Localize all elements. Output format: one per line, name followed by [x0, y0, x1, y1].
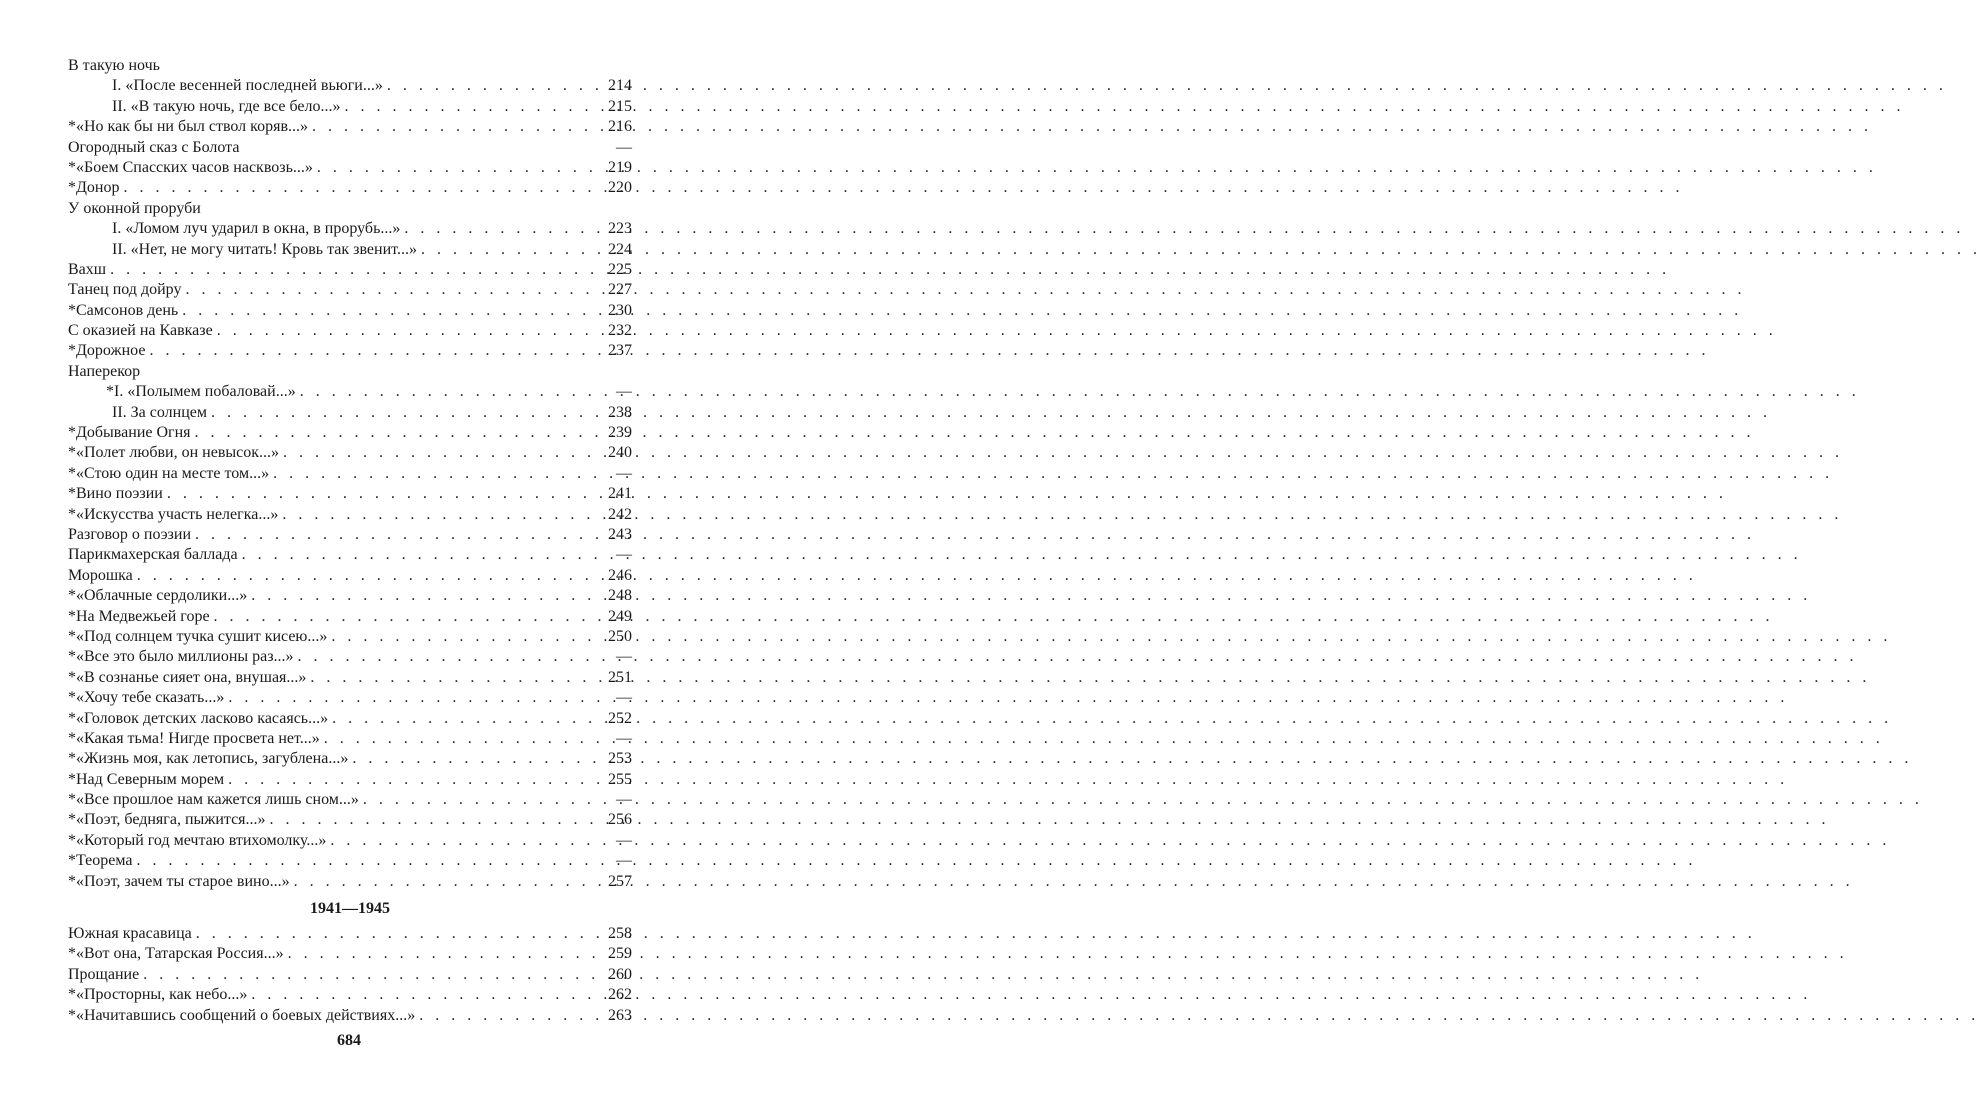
toc-entry [68, 443, 632, 463]
toc-entry-title: *«Головок детских ласково касаясь...» [68, 709, 329, 727]
dot-leader [294, 647, 600, 667]
table-of-contents [68, 56, 632, 1026]
toc-entry-page: 220 [608, 179, 632, 197]
toc-entry-title: У оконной проруби [68, 199, 201, 217]
toc-entry-page: 251 [608, 668, 632, 686]
book-page [0, 0, 698, 1119]
page-number: 684 [337, 1032, 361, 1049]
toc-entry-title: С оказией на Кавказе [68, 322, 213, 340]
toc-entry [68, 97, 632, 117]
toc-entry-title: *«Но как бы ни был ствол коряв...» [68, 118, 309, 136]
toc-entry-page: 257 [608, 872, 632, 890]
toc-entry-page: — [616, 852, 632, 870]
toc-entry-title: II. «В такую ночь, где все бело...» [112, 97, 341, 115]
toc-entry-page: 250 [608, 627, 632, 645]
toc-entry [68, 851, 632, 871]
section-heading: 1941—1945 [310, 900, 390, 918]
toc-entry [68, 260, 632, 280]
toc-entry-page: 256 [608, 811, 632, 829]
toc-entry [68, 76, 632, 96]
toc-entry [68, 709, 632, 729]
toc-entry-page: 246 [608, 566, 632, 584]
toc-entry [68, 403, 632, 423]
toc-entry [68, 464, 632, 484]
dot-leader [145, 341, 600, 361]
toc-entry [68, 607, 632, 627]
toc-entry-page: 227 [608, 281, 632, 299]
dot-leader [284, 944, 600, 964]
dot-leader [279, 443, 600, 463]
toc-entry [68, 117, 632, 137]
toc-entry-title: *«Который год мечтаю втихомолку...» [68, 831, 327, 849]
toc-entry-page: 253 [608, 750, 632, 768]
dot-leader [132, 851, 600, 871]
toc-entry [68, 944, 632, 964]
toc-entry-page: 219 [608, 158, 632, 176]
toc-entry-page: — [616, 383, 632, 401]
toc-entry [68, 138, 632, 158]
toc-list-first [68, 56, 632, 892]
dot-leader [106, 260, 600, 280]
toc-entry-title: II. «Нет, не могу читать! Кровь так звенит...» [112, 240, 417, 258]
toc-entry-title: *Добывание Огня [68, 424, 191, 442]
toc-entry-page: 242 [608, 505, 632, 523]
dot-leader [359, 790, 600, 810]
dot-leader [290, 872, 600, 892]
dot-leader [247, 586, 600, 606]
dot-leader [191, 525, 600, 545]
toc-entry-page: 232 [608, 322, 632, 340]
toc-entry [68, 505, 632, 525]
dot-leader [313, 158, 600, 178]
toc-entry [68, 158, 632, 178]
dot-leader [383, 76, 600, 96]
toc-entry-title: *Дорожное [68, 342, 146, 360]
dot-leader [415, 1006, 600, 1026]
toc-entry-title: *«Стою один на месте том...» [68, 464, 270, 482]
toc-entry-title: II. За солнцем [112, 403, 207, 421]
dot-leader [181, 280, 600, 300]
toc-entry [68, 647, 632, 667]
toc-entry-title: *Теорема [68, 852, 133, 870]
toc-entry-title: *«Облачные сердолики...» [68, 587, 248, 605]
toc-entry-title: *«Все прошлое нам кажется лишь сном...» [68, 791, 359, 809]
toc-entry-title: *«Просторны, как небо...» [68, 986, 248, 1004]
dot-leader [238, 545, 600, 565]
dot-leader [278, 505, 600, 525]
toc-entry-page: — [616, 648, 632, 666]
dot-leader [341, 97, 601, 117]
toc-entry [68, 749, 632, 769]
toc-entry-title: *Донор [68, 179, 120, 197]
toc-entry-title: *«Начитавшись сообщений о боевых действиях...» [68, 1006, 416, 1024]
toc-entry-title: *Самсонов день [68, 301, 179, 319]
toc-entry [68, 525, 632, 545]
dot-leader [133, 566, 600, 586]
toc-entry-title: Вахш [68, 260, 107, 278]
dot-leader [400, 219, 600, 239]
toc-entry-page: — [616, 546, 632, 564]
toc-entry [68, 199, 632, 219]
dot-leader [163, 484, 600, 504]
toc-entry [68, 872, 632, 892]
toc-entry [68, 341, 632, 361]
toc-entry-title: *«Под солнцем тучка сушит кисею...» [68, 627, 328, 645]
dot-leader [327, 627, 600, 647]
toc-entry [68, 178, 632, 198]
toc-entry [68, 566, 632, 586]
toc-entry-title: *«Какая тьма! Нигде просвета нет...» [68, 729, 320, 747]
toc-entry-page: 260 [608, 965, 632, 983]
toc-entry [68, 219, 632, 239]
toc-entry-title: Прощание [68, 965, 140, 983]
toc-entry [68, 586, 632, 606]
toc-entry [68, 423, 632, 443]
toc-entry-page: 223 [608, 220, 632, 238]
toc-entry-page: 215 [608, 97, 632, 115]
toc-entry-page: 214 [608, 77, 632, 95]
toc-entry-page: 239 [608, 424, 632, 442]
dot-leader [328, 709, 600, 729]
toc-entry-title: Разговор о поэзии [68, 525, 191, 543]
toc-entry-page: — [616, 464, 632, 482]
toc-entry [68, 688, 632, 708]
toc-entry-page: 252 [608, 709, 632, 727]
toc-entry-title: *«Боем Спасских часов насквозь...» [68, 158, 313, 176]
toc-entry-page: — [616, 729, 632, 747]
dot-leader [207, 403, 600, 423]
toc-entry [68, 362, 632, 382]
dot-leader [306, 668, 600, 688]
toc-entry-title: *«Вот она, Татарская Россия...» [68, 945, 284, 963]
toc-entry [68, 831, 632, 851]
toc-entry [68, 280, 632, 300]
toc-entry-title: Наперекор [68, 362, 141, 380]
toc-entry [68, 668, 632, 688]
toc-entry-page: 240 [608, 444, 632, 462]
toc-entry-page: 255 [608, 770, 632, 788]
toc-entry-title: *Над Северным морем [68, 770, 225, 788]
toc-entry-page: 237 [608, 342, 632, 360]
toc-entry-title: *«Поэт, зачем ты старое вино...» [68, 872, 290, 890]
toc-entry-title: I. «После весенней последней вьюги...» [112, 77, 383, 95]
dot-leader [224, 770, 600, 790]
dot-leader [296, 382, 600, 402]
dot-leader [266, 810, 600, 830]
dot-leader [308, 117, 600, 137]
toc-entry [68, 56, 632, 76]
toc-entry-title: *«Поэт, бедняга, пыжится...» [68, 811, 266, 829]
toc-entry [68, 301, 632, 321]
toc-entry-page: 262 [608, 986, 632, 1004]
toc-entry-title: I. «Ломом луч ударил в окна, в прорубь...» [112, 220, 401, 238]
toc-entry-title: *Вино поэзии [68, 485, 163, 503]
toc-entry-title: Парикмахерская баллада [68, 546, 238, 564]
toc-entry-page: 230 [608, 301, 632, 319]
toc-entry-title: *«Полет любви, он невысок...» [68, 444, 280, 462]
dot-leader [191, 423, 600, 443]
toc-entry-page: — [616, 831, 632, 849]
toc-entry-title: *«Хочу тебе сказать...» [68, 689, 225, 707]
toc-entry-title: Южная красавица [68, 925, 192, 943]
toc-entry-title: Морошка [68, 566, 133, 584]
toc-entry-title: *«Искусства участь нелегка...» [68, 505, 279, 523]
dot-leader [326, 831, 600, 851]
toc-entry-page: 216 [608, 118, 632, 136]
dot-leader [178, 301, 600, 321]
toc-entry [68, 1006, 632, 1026]
toc-entry [68, 382, 632, 402]
toc-entry-page: 248 [608, 587, 632, 605]
toc-entry-title: *I. «Полымем побаловай...» [106, 383, 296, 401]
dot-leader [247, 985, 600, 1005]
toc-entry-title: *«Жизнь моя, как летопись, загублена...» [68, 750, 349, 768]
toc-entry [68, 985, 632, 1005]
toc-entry-page: 249 [608, 607, 632, 625]
toc-entry [68, 729, 632, 749]
dot-leader [213, 321, 600, 341]
toc-entry-title: *На Медвежьей горе [68, 607, 210, 625]
toc-entry-title: Огородный сказ с Болота [68, 138, 240, 156]
toc-entry-title: В такую ночь [68, 57, 160, 74]
toc-entry [68, 240, 632, 260]
dot-leader [348, 749, 600, 769]
toc-entry-page: 225 [608, 260, 632, 278]
toc-entry [68, 790, 632, 810]
toc-entry [68, 810, 632, 830]
toc-entry-page: — [616, 791, 632, 809]
dot-leader [417, 240, 600, 260]
toc-entry-title: *«В сознанье сияет она, внушая...» [68, 668, 307, 686]
dot-leader [320, 729, 600, 749]
dot-leader [139, 965, 600, 985]
toc-entry-page: — [616, 689, 632, 707]
dot-leader [224, 688, 600, 708]
toc-list-second [68, 924, 632, 1026]
toc-entry-page: 259 [608, 945, 632, 963]
toc-entry [68, 321, 632, 341]
toc-entry [68, 484, 632, 504]
toc-entry-page: 243 [608, 525, 632, 543]
toc-entry-title: *«Все это было миллионы раз...» [68, 648, 294, 666]
toc-entry [68, 924, 632, 944]
toc-entry [68, 545, 632, 565]
toc-entry-page: 263 [608, 1006, 632, 1024]
dot-leader [269, 464, 600, 484]
dot-leader [192, 924, 600, 944]
toc-entry-page: 224 [608, 240, 632, 258]
toc-entry [68, 770, 632, 790]
toc-entry [68, 965, 632, 985]
toc-entry-page: 238 [608, 403, 632, 421]
toc-entry-page: 258 [608, 925, 632, 943]
toc-entry-page: 241 [608, 485, 632, 503]
dot-leader [210, 607, 600, 627]
toc-entry [68, 627, 632, 647]
toc-entry-title: Танец под дойру [68, 281, 182, 299]
toc-entry-page: — [616, 138, 632, 156]
dot-leader [119, 178, 600, 198]
